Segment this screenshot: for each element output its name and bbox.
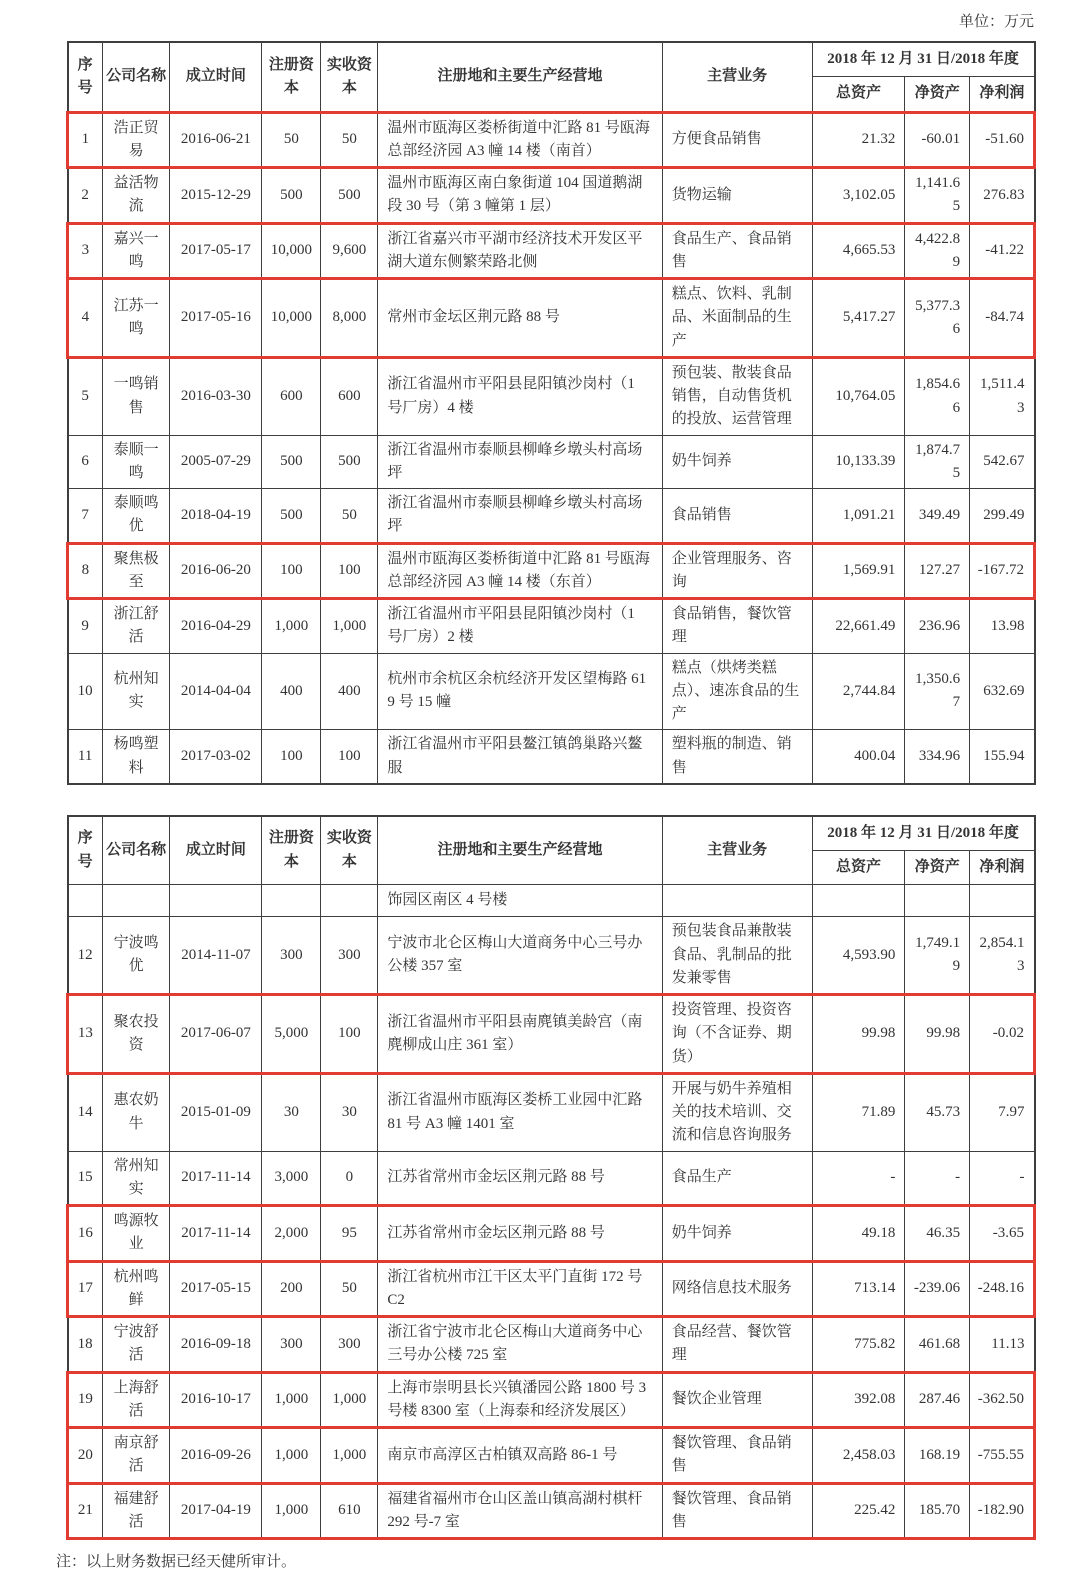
cell-net-assets: 1,854.66 [905,357,970,435]
cell-paid-capital: 100 [321,995,378,1074]
cell-no: 12 [68,917,103,995]
col-header-company-name: 公司名称 [102,816,170,885]
cell-total-assets: 10,133.39 [812,435,905,489]
cell-total-assets: 4,665.53 [812,223,905,279]
table-row [68,885,1035,917]
table-row [68,1428,1035,1484]
cell-reg-capital: 1,000 [262,1483,321,1539]
cell-date: 2017-11-14 [170,1206,262,1262]
cell-date: 2016-04-29 [170,599,262,654]
col-header-net-profit: 净利润 [970,77,1035,112]
cell-date: 2017-05-15 [170,1261,262,1317]
cell-total-assets: 49.18 [812,1206,905,1262]
cell-date: 2015-01-09 [170,1073,262,1151]
cell-no: 21 [68,1483,103,1539]
cell-paid-capital: 300 [321,1317,378,1373]
col-header-total-assets: 总资产 [812,851,905,885]
cell-business: 餐饮企业管理 [662,1372,812,1428]
table-row [68,112,1035,168]
table-gap [66,785,1036,815]
cell-net-assets: 1,350.67 [905,653,970,730]
cell-address: 饰园区南区 4 号楼 [378,885,662,917]
cell-address: 浙江省温州市泰顺县柳峰乡墩头村高场坪 [378,489,662,544]
cell-name: 江苏一鸣 [102,279,170,358]
cell-paid-capital: 1,000 [321,1372,378,1428]
cell-reg-capital: 1,000 [262,1428,321,1484]
col-header-net-profit: 净利润 [970,851,1035,885]
cell-net-assets: 127.27 [905,543,970,599]
cell-net-profit: 13.98 [970,599,1035,654]
cell-business: 网络信息技术服务 [662,1261,812,1317]
table-row [68,995,1035,1074]
cell-address: 浙江省宁波市北仑区梅山大道商务中心三号办公楼 725 室 [378,1317,662,1373]
col-header-main-business: 主营业务 [662,816,812,885]
cell-net-profit: -755.55 [970,1428,1035,1484]
cell-no: 3 [68,223,103,279]
cell-net-profit: -3.65 [970,1206,1035,1262]
cell-date [170,885,262,917]
cell-total-assets [812,885,905,917]
cell-net-profit: -182.90 [970,1483,1035,1539]
cell-total-assets: 5,417.27 [812,279,905,358]
cell-business: 奶牛饲养 [662,435,812,489]
cell-net-profit: -41.22 [970,223,1035,279]
cell-no: 1 [68,112,103,168]
table-2-body [68,885,1035,1539]
cell-address: 温州市瓯海区娄桥街道中汇路 81 号瓯海总部经济园 A3 幢 14 楼（东首） [378,543,662,599]
cell-paid-capital: 9,600 [321,223,378,279]
cell-net-profit: - [970,1151,1035,1206]
cell-name: 杭州鸣鲜 [102,1261,170,1317]
cell-reg-capital [262,885,321,917]
cell-date: 2017-03-02 [170,730,262,784]
cell-reg-capital: 1,000 [262,599,321,654]
table-row [68,543,1035,599]
table-row [68,168,1035,224]
cell-reg-capital: 300 [262,1317,321,1373]
cell-date: 2017-05-17 [170,223,262,279]
cell-address: 常州市金坛区荆元路 88 号 [378,279,662,358]
cell-net-assets: 287.46 [905,1372,970,1428]
cell-address: 浙江省嘉兴市平湖市经济技术开发区平湖大道东侧繁荣路北侧 [378,223,662,279]
col-header-no: 序号 [68,816,103,885]
cell-business: 预包装食品兼散装食品、乳制品的批发兼零售 [662,917,812,995]
cell-name: 浩正贸易 [102,112,170,168]
col-header-no: 序号 [68,42,103,112]
cell-no: 17 [68,1261,103,1317]
table-1-body [68,112,1035,784]
cell-total-assets: 225.42 [812,1483,905,1539]
cell-paid-capital: 50 [321,489,378,544]
col-header-company-name: 公司名称 [102,42,170,112]
cell-no [68,885,103,917]
cell-name: 泰顺鸣优 [102,489,170,544]
col-header-paid-capital: 实收资本 [321,816,378,885]
cell-date: 2015-12-29 [170,168,262,224]
cell-address: 浙江省温州市平阳县南麂镇美龄宫（南麂柳成山庄 361 室） [378,995,662,1074]
cell-net-profit: 7.97 [970,1073,1035,1151]
cell-net-assets: 1,141.65 [905,168,970,224]
subsidiaries-table-1 [66,41,1036,785]
cell-total-assets: 3,102.05 [812,168,905,224]
cell-net-profit: -51.60 [970,112,1035,168]
cell-no: 6 [68,435,103,489]
cell-no: 8 [68,543,103,599]
cell-paid-capital: 50 [321,1261,378,1317]
cell-name: 聚农投资 [102,995,170,1074]
cell-no: 20 [68,1428,103,1484]
cell-net-profit: -84.74 [970,279,1035,358]
cell-net-assets: 168.19 [905,1428,970,1484]
cell-net-assets: 349.49 [905,489,970,544]
cell-net-assets: 236.96 [905,599,970,654]
cell-net-profit [970,885,1035,917]
cell-net-profit: -167.72 [970,543,1035,599]
cell-net-profit: 632.69 [970,653,1035,730]
cell-total-assets: 71.89 [812,1073,905,1151]
cell-business: 企业管理服务、咨询 [662,543,812,599]
cell-net-assets: 46.35 [905,1206,970,1262]
cell-name: 杭州知实 [102,653,170,730]
cell-date: 2014-04-04 [170,653,262,730]
cell-business: 糕点、饮料、乳制品、米面制品的生产 [662,279,812,358]
cell-date: 2017-11-14 [170,1151,262,1206]
cell-reg-capital: 200 [262,1261,321,1317]
cell-name: 泰顺一鸣 [102,435,170,489]
cell-reg-capital: 10,000 [262,279,321,358]
cell-no: 10 [68,653,103,730]
cell-total-assets: 392.08 [812,1372,905,1428]
cell-name: 浙江舒活 [102,599,170,654]
table-row [68,1073,1035,1151]
cell-net-assets: - [905,1151,970,1206]
cell-date: 2014-11-07 [170,917,262,995]
cell-paid-capital: 300 [321,917,378,995]
cell-name: 杨鸣塑料 [102,730,170,784]
cell-reg-capital: 10,000 [262,223,321,279]
table-row [68,1483,1035,1539]
cell-no: 19 [68,1372,103,1428]
cell-business: 食品经营、餐饮管理 [662,1317,812,1373]
cell-no: 18 [68,1317,103,1373]
cell-name [102,885,170,917]
col-header-address: 注册地和主要生产经营地 [378,816,662,885]
cell-address: 江苏省常州市金坛区荆元路 88 号 [378,1206,662,1262]
table-row [68,1372,1035,1428]
cell-name: 宁波舒活 [102,1317,170,1373]
cell-business: 货物运输 [662,168,812,224]
cell-total-assets: 2,458.03 [812,1428,905,1484]
cell-date: 2018-04-19 [170,489,262,544]
cell-paid-capital: 30 [321,1073,378,1151]
cell-no: 2 [68,168,103,224]
cell-net-profit: -248.16 [970,1261,1035,1317]
cell-net-profit: 299.49 [970,489,1035,544]
cell-date: 2017-05-16 [170,279,262,358]
cell-date: 2016-06-21 [170,112,262,168]
cell-net-profit: -362.50 [970,1372,1035,1428]
cell-paid-capital: 600 [321,357,378,435]
cell-business: 奶牛饲养 [662,1206,812,1262]
cell-net-profit: 155.94 [970,730,1035,784]
unit-label: 单位：万元 [958,14,1034,30]
cell-net-profit: 1,511.43 [970,357,1035,435]
col-header-founded-date: 成立时间 [170,816,262,885]
cell-paid-capital: 0 [321,1151,378,1206]
cell-paid-capital: 1,000 [321,1428,378,1484]
cell-total-assets: 99.98 [812,995,905,1074]
table-row [68,1261,1035,1317]
cell-net-profit: 11.13 [970,1317,1035,1373]
cell-no: 9 [68,599,103,654]
table-row [68,357,1035,435]
cell-business: 开展与奶牛养殖相关的技术培训、交流和信息咨询服务 [662,1073,812,1151]
cell-name: 一鸣销售 [102,357,170,435]
cell-address: 上海市崇明县长兴镇潘园公路 1800 号 3 号楼 8300 室（上海泰和经济发展区） [378,1372,662,1428]
cell-reg-capital: 2,000 [262,1206,321,1262]
col-header-paid-capital: 实收资本 [321,42,378,112]
cell-total-assets: 713.14 [812,1261,905,1317]
cell-name: 益活物流 [102,168,170,224]
cell-total-assets: 2,744.84 [812,653,905,730]
cell-business: 方便食品销售 [662,112,812,168]
cell-date: 2016-10-17 [170,1372,262,1428]
cell-date: 2016-09-26 [170,1428,262,1484]
cell-address: 南京市高淳区古柏镇双高路 86-1 号 [378,1428,662,1484]
cell-no: 16 [68,1206,103,1262]
col-header-registered-capital: 注册资本 [262,816,321,885]
cell-name: 鸣源牧业 [102,1206,170,1262]
cell-reg-capital: 3,000 [262,1151,321,1206]
cell-address: 温州市瓯海区娄桥街道中汇路 81 号瓯海总部经济园 A3 幢 14 楼（南首） [378,112,662,168]
cell-date: 2016-06-20 [170,543,262,599]
table-row [68,1206,1035,1262]
cell-business: 食品生产 [662,1151,812,1206]
cell-net-assets: 334.96 [905,730,970,784]
cell-name: 常州知实 [102,1151,170,1206]
cell-date: 2017-04-19 [170,1483,262,1539]
table-row [68,489,1035,544]
col-header-main-business: 主营业务 [662,42,812,112]
cell-reg-capital: 5,000 [262,995,321,1074]
cell-net-profit: 276.83 [970,168,1035,224]
cell-business: 食品销售，餐饮管理 [662,599,812,654]
cell-date: 2017-06-07 [170,995,262,1074]
cell-total-assets: 10,764.05 [812,357,905,435]
cell-reg-capital: 500 [262,435,321,489]
cell-business: 投资管理、投资咨询（不含证券、期货） [662,995,812,1074]
cell-address: 浙江省温州市平阳县鳌江镇鸽巢路兴鳌服 [378,730,662,784]
cell-name: 宁波鸣优 [102,917,170,995]
cell-reg-capital: 100 [262,543,321,599]
cell-business: 餐饮管理、食品销售 [662,1483,812,1539]
cell-paid-capital: 610 [321,1483,378,1539]
table-row [68,223,1035,279]
cell-net-assets: 99.98 [905,995,970,1074]
cell-business: 餐饮管理、食品销售 [662,1428,812,1484]
cell-address: 浙江省温州市平阳县昆阳镇沙岗村（1 号厂房）4 楼 [378,357,662,435]
cell-address: 浙江省温州市瓯海区娄桥工业园中汇路 81 号 A3 幢 1401 室 [378,1073,662,1151]
cell-net-assets: 185.70 [905,1483,970,1539]
cell-name: 南京舒活 [102,1428,170,1484]
cell-business: 糕点（烘烤类糕点）、速冻食品的生产 [662,653,812,730]
cell-paid-capital: 100 [321,543,378,599]
cell-total-assets: 400.04 [812,730,905,784]
cell-net-profit: 542.67 [970,435,1035,489]
cell-net-assets: -239.06 [905,1261,970,1317]
cell-net-assets: 461.68 [905,1317,970,1373]
cell-total-assets: 1,091.21 [812,489,905,544]
col-header-address: 注册地和主要生产经营地 [378,42,662,112]
cell-reg-capital: 1,000 [262,1372,321,1428]
col-header-net-assets: 净资产 [905,851,970,885]
cell-address: 浙江省温州市泰顺县柳峰乡墩头村高场坪 [378,435,662,489]
cell-paid-capital: 400 [321,653,378,730]
cell-address: 浙江省杭州市江干区太平门直街 172 号 C2 [378,1261,662,1317]
cell-total-assets: 22,661.49 [812,599,905,654]
cell-address: 江苏省常州市金坛区荆元路 88 号 [378,1151,662,1206]
table-row [68,599,1035,654]
cell-net-assets: 1,874.75 [905,435,970,489]
header-row-top [68,42,1035,77]
cell-net-assets: 45.73 [905,1073,970,1151]
cell-name: 上海舒活 [102,1372,170,1428]
table-row [68,279,1035,358]
cell-business: 塑料瓶的制造、销售 [662,730,812,784]
cell-net-assets [905,885,970,917]
col-header-net-assets: 净资产 [905,77,970,112]
cell-no: 14 [68,1073,103,1151]
cell-no: 15 [68,1151,103,1206]
audit-footnote: 注：以上财务数据已经天健所审计。 [56,1554,297,1570]
cell-total-assets: - [812,1151,905,1206]
cell-paid-capital: 500 [321,435,378,489]
cell-reg-capital: 400 [262,653,321,730]
cell-business: 预包装、散装食品销售，自动售货机的投放、运营管理 [662,357,812,435]
cell-no: 4 [68,279,103,358]
col-header-registered-capital: 注册资本 [262,42,321,112]
cell-total-assets: 4,593.90 [812,917,905,995]
cell-total-assets: 775.82 [812,1317,905,1373]
col-header-period: 2018 年 12 月 31 日/2018 年度 [812,42,1034,77]
table-row [68,1317,1035,1373]
cell-net-profit: -0.02 [970,995,1035,1074]
cell-address: 杭州市余杭区余杭经济开发区望梅路 619 号 15 幢 [378,653,662,730]
cell-paid-capital: 500 [321,168,378,224]
cell-business: 食品生产、食品销售 [662,223,812,279]
cell-name: 嘉兴一鸣 [102,223,170,279]
cell-total-assets: 21.32 [812,112,905,168]
cell-date: 2005-07-29 [170,435,262,489]
header-row-top [68,816,1035,851]
cell-net-assets: 1,749.19 [905,917,970,995]
cell-paid-capital: 8,000 [321,279,378,358]
col-header-period: 2018 年 12 月 31 日/2018 年度 [812,816,1034,851]
cell-reg-capital: 600 [262,357,321,435]
cell-address: 福建省福州市仓山区盖山镇高湖村棋杆 292 号-7 室 [378,1483,662,1539]
cell-net-assets: 4,422.89 [905,223,970,279]
cell-reg-capital: 100 [262,730,321,784]
cell-address: 宁波市北仑区梅山大道商务中心三号办公楼 357 室 [378,917,662,995]
cell-paid-capital: 95 [321,1206,378,1262]
cell-no: 11 [68,730,103,784]
cell-name: 福建舒活 [102,1483,170,1539]
cell-address: 温州市瓯海区南白象街道 104 国道鹅湖段 30 号（第 3 幢第 1 层） [378,168,662,224]
table-row [68,730,1035,784]
cell-reg-capital: 30 [262,1073,321,1151]
cell-net-assets: -60.01 [905,112,970,168]
table-row [68,653,1035,730]
cell-address: 浙江省温州市平阳县昆阳镇沙岗村（1 号厂房）2 楼 [378,599,662,654]
cell-paid-capital: 50 [321,112,378,168]
cell-reg-capital: 300 [262,917,321,995]
cell-reg-capital: 500 [262,168,321,224]
cell-name: 惠农奶牛 [102,1073,170,1151]
cell-net-assets: 5,377.36 [905,279,970,358]
col-header-founded-date: 成立时间 [170,42,262,112]
col-header-total-assets: 总资产 [812,77,905,112]
cell-no: 7 [68,489,103,544]
cell-date: 2016-03-30 [170,357,262,435]
cell-business [662,885,812,917]
table-row [68,1151,1035,1206]
cell-paid-capital [321,885,378,917]
cell-reg-capital: 50 [262,112,321,168]
cell-no: 13 [68,995,103,1074]
subsidiaries-table-2 [66,815,1036,1540]
table-row [68,917,1035,995]
cell-name: 聚焦极至 [102,543,170,599]
table-row [68,435,1035,489]
cell-date: 2016-09-18 [170,1317,262,1373]
cell-reg-capital: 500 [262,489,321,544]
cell-no: 5 [68,357,103,435]
cell-paid-capital: 1,000 [321,599,378,654]
cell-paid-capital: 100 [321,730,378,784]
cell-business: 食品销售 [662,489,812,544]
cell-total-assets: 1,569.91 [812,543,905,599]
cell-net-profit: 2,854.13 [970,917,1035,995]
